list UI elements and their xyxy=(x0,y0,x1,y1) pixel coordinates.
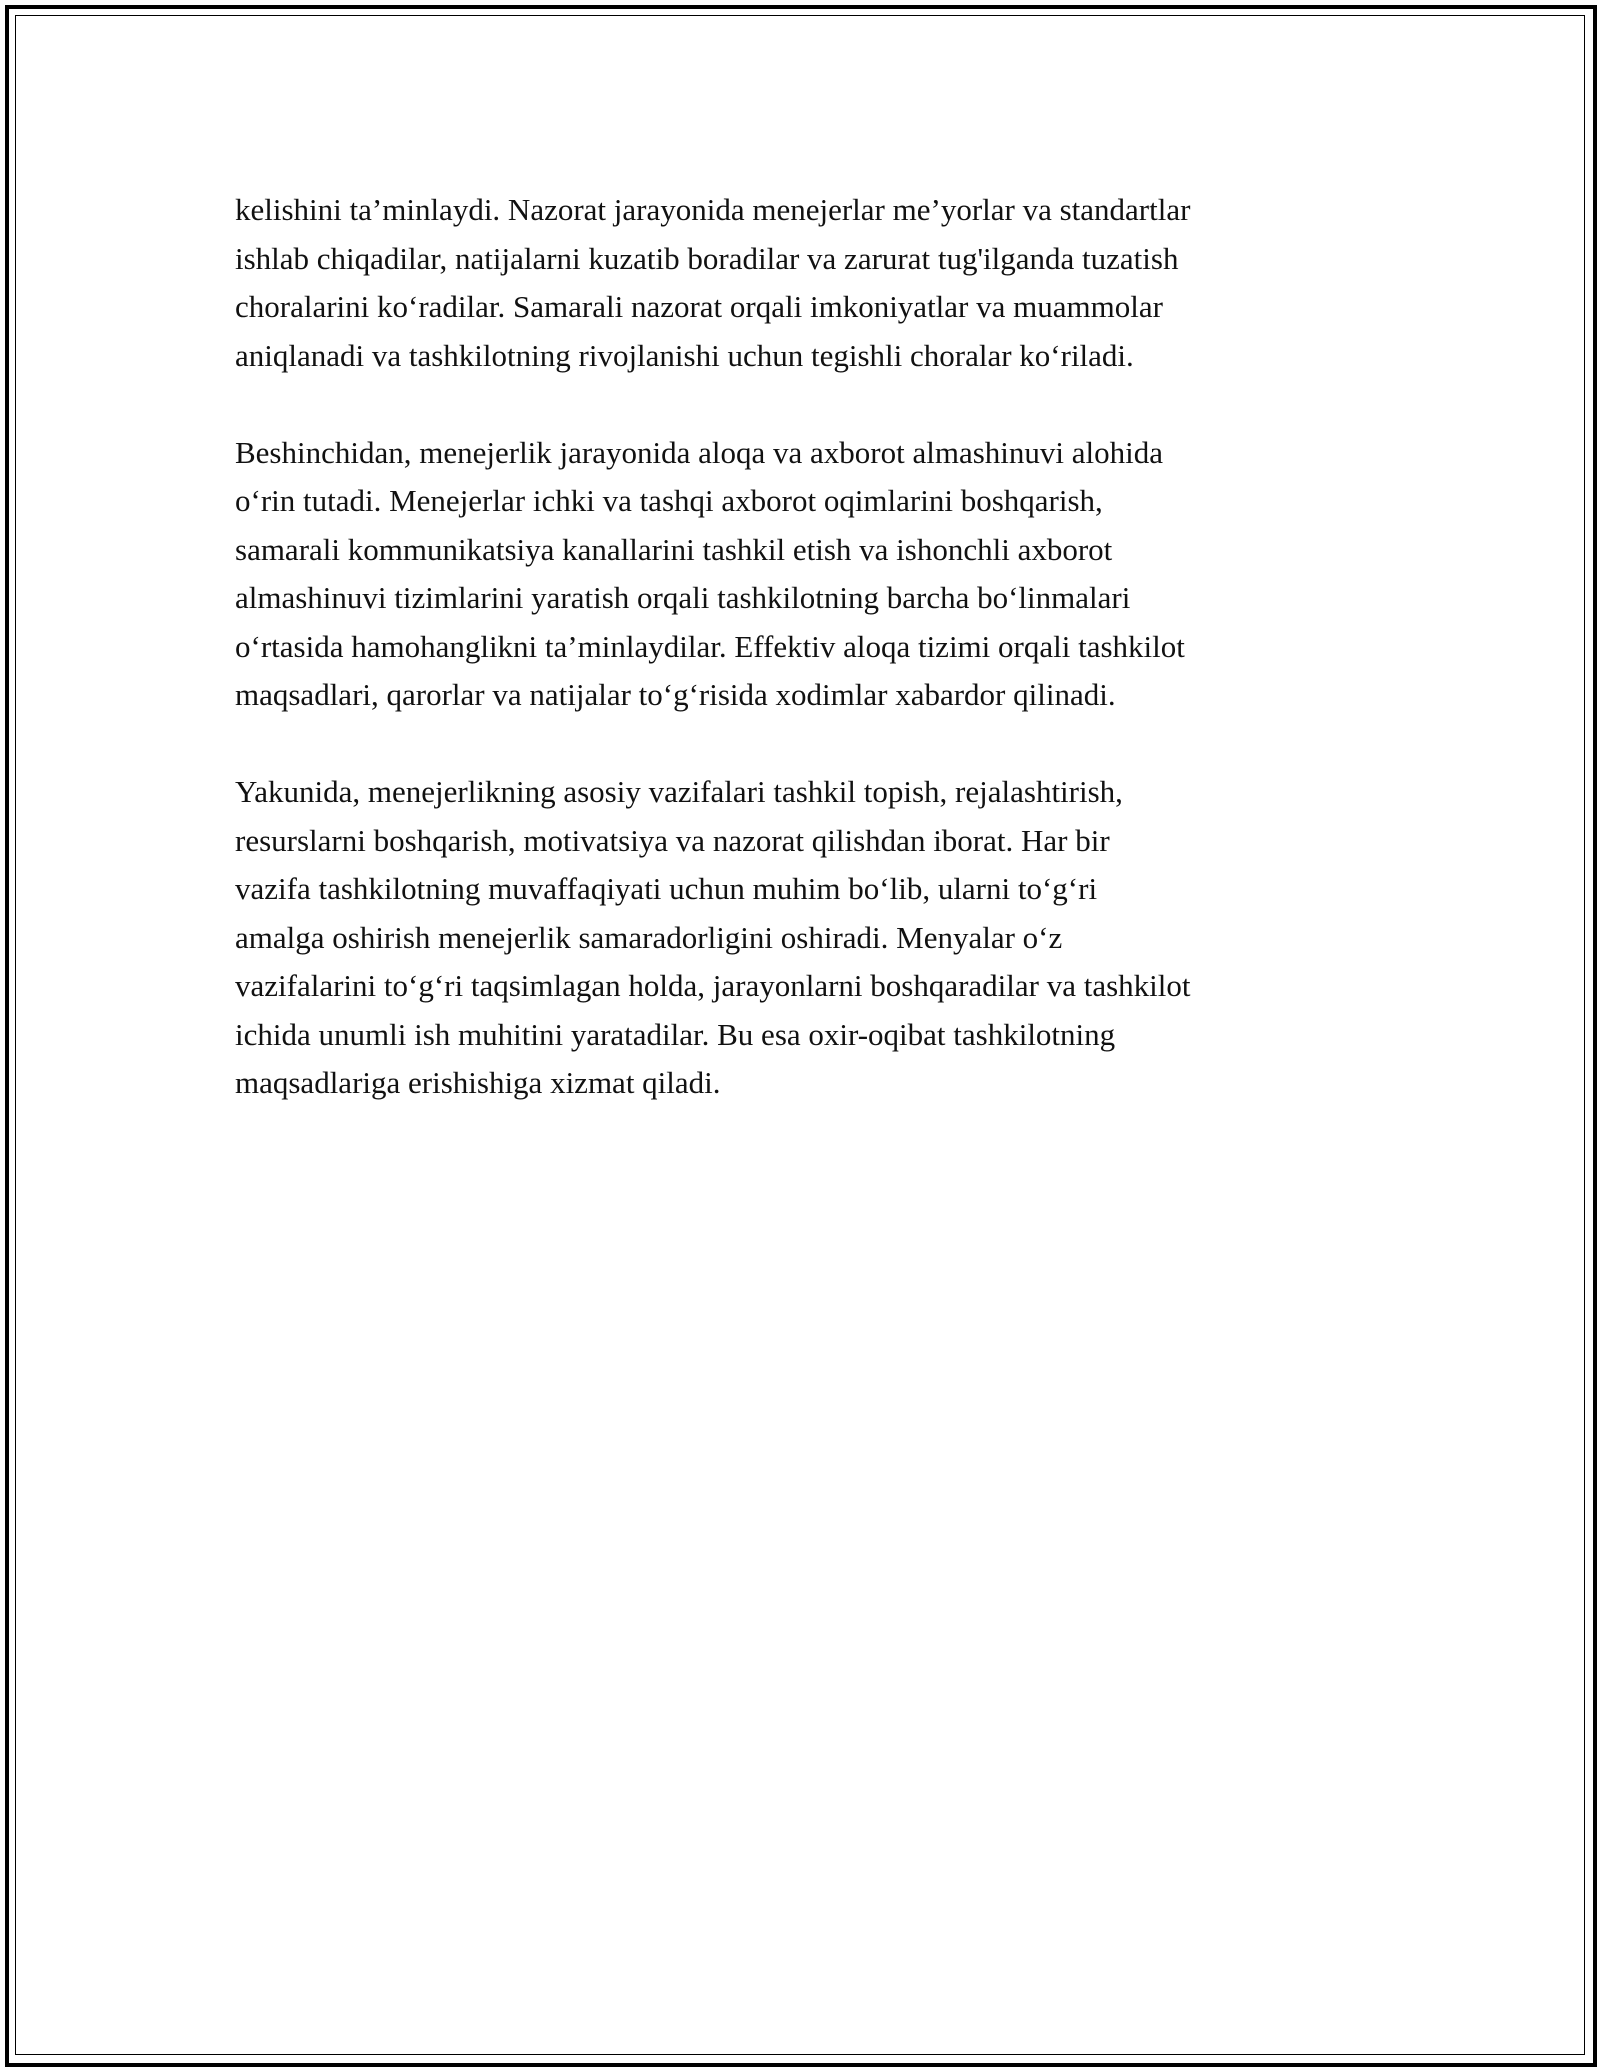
text-line: almashinuvi tizimlarini yaratish orqali tashkilotning barcha bo‘linmalari xyxy=(235,580,1131,615)
text-line: ishlab chiqadilar, natijalarni kuzatib boradilar va zarurat tug'ilganda tuzatish xyxy=(235,240,1179,276)
text-line: amalga oshirish menejerlik samaradorligini oshiradi. Menyalar o‘z xyxy=(235,919,1063,955)
text-line: o‘rin tutadi. Menejerlar ichki va tashqi axborot oqimlarini boshqarish, xyxy=(235,483,1103,518)
paragraph-2 xyxy=(235,429,1375,720)
paragraph-3 xyxy=(235,768,1375,1108)
text-line: Beshinchidan, menejerlik jarayonida aloqa va axborot almashinuvi alohida xyxy=(235,434,1163,470)
text-line: choralarini ko‘radilar. Samarali nazorat orqali imkoniyatlar va muammolar xyxy=(235,289,1163,324)
document-body xyxy=(235,186,1375,1156)
text-line: ichida unumli ish muhitini yaratadilar. Bu esa oxir-oqibat tashkilotning xyxy=(235,1016,1116,1052)
text-line: samarali kommunikatsiya kanallarini tashkil etish va ishonchli axborot xyxy=(235,531,1113,567)
text-line: vazifalarini to‘g‘ri taqsimlagan holda, jarayonlarni boshqaradilar va tashkilot xyxy=(235,968,1191,1003)
paragraph-1 xyxy=(235,186,1375,380)
text-line: maqsadlari, qarorlar va natijalar to‘g‘risida xodimlar xabardor qilinadi. xyxy=(235,677,1116,712)
text-line: kelishini ta’minlaydi. Nazorat jarayonida menejerlar me’yorlar va standartlar xyxy=(235,192,1191,227)
text-line: vazifa tashkilotning muvaffaqiyati uchun muhim bo‘lib, ularni to‘g‘ri xyxy=(235,871,1098,906)
text-line: resurslarni boshqarish, motivatsiya va nazorat qilishdan iborat. Har bir xyxy=(235,822,1110,858)
text-line: Yakunida, menejerlikning asosiy vazifalari tashkil topish, rejalashtirish, xyxy=(235,774,1123,809)
text-line: o‘rtasida hamohanglikni ta’minlaydilar. Effektiv aloqa tizimi orqali tashkilot xyxy=(235,628,1185,664)
text-line: maqsadlariga erishishiga xizmat qiladi. xyxy=(235,1065,721,1100)
text-line: aniqlanadi va tashkilotning rivojlanishi uchun tegishli choralar ko‘riladi. xyxy=(235,337,1134,373)
